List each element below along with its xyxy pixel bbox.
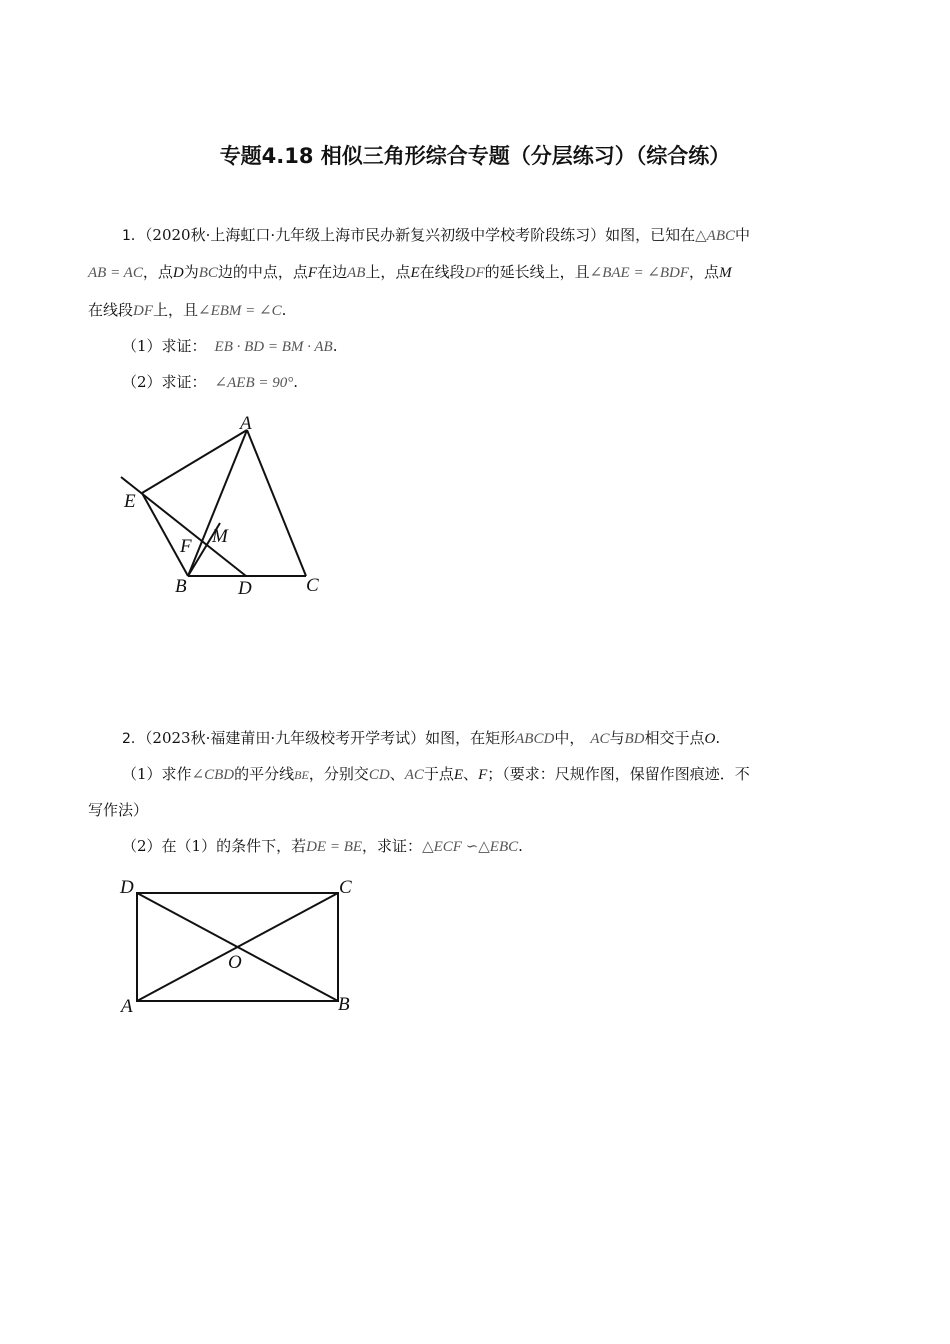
q2-math-bd: BD — [624, 731, 645, 747]
page-title: 专题4.18 相似三角形综合专题（分层练习）（综合练） — [219, 144, 731, 168]
q1-text: . — [293, 373, 299, 391]
q2-text: 、 — [463, 765, 479, 783]
q1-var-f: F — [307, 265, 318, 281]
q2-math-de-be: DE = BE — [306, 839, 363, 855]
q1-label-m: M — [212, 526, 228, 547]
q2-text: 中， — [554, 729, 585, 747]
q1-text: ，点 — [689, 263, 720, 281]
q1-var-m: M — [719, 265, 732, 281]
q2-text: 相交于点 — [644, 729, 705, 747]
q2-label-b: B — [338, 994, 350, 1015]
q2-number: 2． — [122, 731, 145, 747]
q1-part-1-label: （1）求证： — [122, 337, 207, 355]
q2-text: 于点 — [423, 765, 454, 783]
q1-segment-ae — [142, 430, 247, 493]
q1-math-bc: BC — [198, 265, 218, 281]
q1-var-e: E — [410, 265, 420, 281]
q2-text: ；（要求：尺规作图，保留作图痕迹．不 — [487, 765, 750, 783]
q2-part-2-label: （2）在（1）的条件下，若 — [122, 837, 307, 855]
q2-text: ，分别交 — [308, 765, 369, 783]
q1-line-1 — [122, 224, 750, 247]
q1-math-df: DF — [464, 265, 485, 281]
q1-figure — [110, 405, 350, 605]
q2-text: . — [715, 729, 721, 747]
q1-math-angle-1: ∠BAE = ∠BDF — [589, 265, 690, 281]
q1-math-df: DF — [133, 303, 154, 319]
q1-text: . — [332, 337, 338, 355]
q1-source: （2020秋·上海虹口·九年级上海市民办新复兴初级中学校考阶段练习）如图，已知在 — [144, 226, 696, 244]
q1-label-b: B — [175, 576, 187, 597]
q2-math-ac: AC — [404, 767, 424, 783]
q1-label-a: A — [240, 413, 252, 434]
q1-math-triangle: △ABC — [695, 228, 736, 244]
q2-var-o: O — [704, 731, 716, 747]
q1-part-1 — [122, 335, 337, 358]
q1-text: 为 — [183, 263, 199, 281]
q2-source: （2023秋·福建莆田·九年级校考开学考试）如图，在矩形 — [144, 729, 516, 747]
q1-math-ab-ac: AB = AC — [88, 265, 143, 281]
q2-text: ，求证： — [362, 837, 423, 855]
q1-part-1-math: EB · BD = BM · AB — [214, 339, 333, 355]
q2-text: 、 — [389, 765, 405, 783]
q1-var-d: D — [172, 265, 184, 281]
q2-text: 的平分线 — [234, 765, 295, 783]
q1-math-angle-2: ∠EBM = ∠C — [198, 303, 282, 319]
q1-text: ，点 — [142, 263, 173, 281]
q1-text: 在线段 — [419, 263, 465, 281]
q1-label-c: C — [306, 575, 319, 596]
q2-text: . — [518, 837, 523, 855]
q2-math-abcd: ABCD — [515, 731, 555, 747]
q1-text: 在线段 — [88, 301, 134, 319]
q2-math-angle-cbd: ∠CBD — [191, 767, 235, 783]
q1-segment-ac — [247, 430, 306, 576]
q1-line-3 — [88, 299, 286, 322]
q2-var-e: E — [453, 767, 464, 783]
q2-part-1-cont — [88, 799, 148, 821]
q1-part-2-label: （2）求证： — [122, 373, 207, 391]
q2-var-f: F — [478, 767, 488, 783]
q1-label-e: E — [124, 491, 136, 512]
q2-label-c: C — [339, 877, 352, 898]
q2-part-1 — [122, 763, 750, 786]
q2-part-1-label: （1）求作 — [122, 765, 192, 783]
q2-part-2 — [122, 835, 523, 858]
q1-text: 边的中点，点 — [217, 263, 308, 281]
q1-line-2 — [88, 261, 732, 284]
q2-label-o: O — [228, 952, 242, 973]
q2-label-d: D — [120, 877, 134, 898]
q1-text: . — [281, 301, 287, 319]
q1-text: 中 — [735, 226, 751, 244]
q1-segment-eb — [142, 493, 188, 576]
q1-math-ab: AB — [347, 265, 366, 281]
q2-math-ac: AC — [590, 731, 610, 747]
q1-label-d: D — [238, 578, 252, 599]
q2-math-similar: △ECF ∽△EBC — [422, 839, 519, 855]
q1-part-2-math: ∠AEB = 90° — [214, 375, 294, 391]
q1-text: 上，且 — [153, 301, 199, 319]
q2-math-be: BE — [294, 768, 309, 782]
q2-line-1 — [122, 727, 720, 750]
q1-text: 上，点 — [365, 263, 411, 281]
q1-text: 的延长线上，且 — [484, 263, 590, 281]
q1-text: 在边 — [317, 263, 348, 281]
q2-text: 写作法） — [88, 801, 149, 819]
q1-part-2 — [122, 371, 298, 394]
q1-number: 1． — [122, 228, 145, 244]
q2-math-cd: CD — [368, 767, 390, 783]
q2-text: 与 — [609, 729, 625, 747]
q1-label-f: F — [180, 536, 192, 557]
q2-label-a: A — [121, 996, 133, 1017]
q2-figure — [110, 870, 370, 1020]
